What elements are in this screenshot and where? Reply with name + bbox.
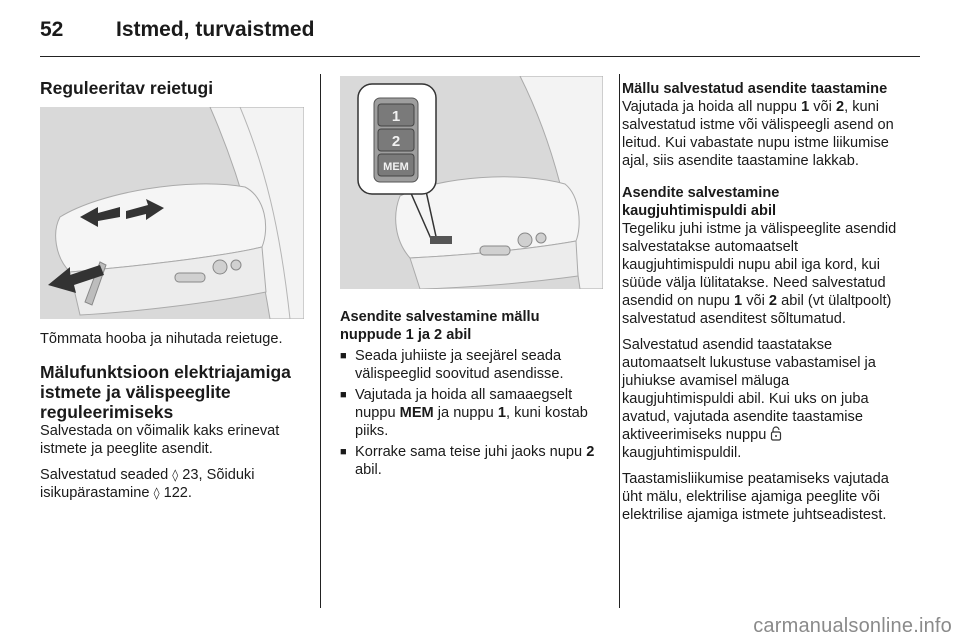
text-span: ja nuppu — [437, 405, 494, 421]
button-1-label: 1 — [391, 108, 401, 125]
list-item: ■ Seada juhiiste ja seejärel seada välispeeglid soovitud asendisse. — [340, 347, 605, 383]
text-span: Salvestatud asendid taastatakse automaatselt lukustuse vabastamisel ja juhiukse avamisel mäluga kaugjuhtimispuldi abil. Kui uks on juba avatud, vajutada asendite taastamise aktiveerimiseks nuppu — [622, 337, 876, 443]
list-item — [340, 386, 605, 440]
spacer — [40, 348, 304, 362]
text-span: Vajutada ja hoida all nuppu — [622, 99, 797, 115]
text-span: kaugjuhtimispuldil. — [622, 445, 742, 461]
page-ref-link[interactable]: 23, Sõiduki isikupärastamine — [40, 467, 255, 501]
memory-intro-text: Salvestada on võimalik kaks erinevat istmete ja peeglite asendit. — [40, 423, 280, 457]
column-divider-right — [619, 74, 620, 608]
column-divider-left — [320, 74, 321, 608]
stop-restore-text: Taastamisliikumise peatamiseks vajutada üht mälu, elektrilise ajamiga peeglite või elektrilise ajamiga istmete juhtseadistest. — [622, 471, 889, 523]
memory-buttons-illustration — [340, 76, 603, 289]
text-span: , kuni kostab piiks. — [355, 405, 588, 439]
save-to-memory-heading: Asendite salvestamine mällu nuppude 1 ja 2 abil — [340, 309, 540, 343]
button-2-label: 2 — [391, 133, 401, 150]
remote-save-heading: Asendite salvestamine kaugjuhtimispuldi abil — [622, 185, 780, 219]
text-span: Tegeliku juhi istme ja välispeeglite asendid salvestatakse automaatselt kaugjuhtimispuldi nupu abil iga kord, kui süüde välja lülitatakse. Need salvestatud asendid on nupu — [622, 221, 897, 309]
saved-settings-text — [40, 466, 304, 502]
text-span: abil (vt ülaltpoolt) salvestatud asenditest sõltumatud. — [622, 293, 892, 327]
page-ref-icon: ◊ — [153, 486, 160, 500]
header-rule — [40, 56, 920, 57]
page-title: Istmed, turvaistmed — [116, 18, 315, 41]
page-header — [40, 18, 920, 58]
mem-button-ref: MEM — [399, 405, 434, 421]
text-span: või — [813, 99, 832, 115]
thigh-support-heading: Reguleeritav reietugi — [40, 78, 214, 98]
button-2-ref: 2 — [768, 293, 778, 309]
list-item — [340, 443, 605, 479]
text-span: Korrake sama teise juhi jaoks nupu — [355, 444, 583, 460]
spacer — [622, 462, 904, 470]
memory-function-heading: Mälufunktsioon elektriajamiga istmete ja välispeeglite reguleerimiseks — [40, 362, 291, 422]
page-number: 52 — [40, 18, 64, 41]
page-ref-link[interactable]: 122. — [163, 485, 192, 501]
save-steps-list — [340, 347, 605, 479]
spacer — [40, 458, 304, 466]
restore-text — [622, 98, 904, 170]
column-3 — [622, 80, 904, 524]
watermark: carmanualsonline.info — [753, 615, 952, 637]
memory-buttons-drawing — [340, 76, 603, 289]
unlock-icon — [770, 426, 782, 441]
saved-settings-prefix: Salvestatud seaded — [40, 467, 169, 483]
thigh-support-caption: Tõmmata hooba ja nihutada reietuge. — [40, 331, 283, 347]
button-1-ref: 1 — [801, 99, 810, 115]
button-1-ref: 1 — [497, 405, 506, 421]
spacer — [622, 170, 904, 184]
button-2-ref: 2 — [586, 444, 595, 460]
text-span: , kuni salvestatud istme või välispeegli asend on leitud. Kui vabastate nupu istme liikumise ajal, siis asendite taastamine lakkab. — [622, 99, 894, 169]
column-2 — [340, 308, 605, 479]
button-mem-label: MEM — [383, 161, 409, 173]
auto-restore-text — [622, 336, 904, 462]
restore-heading: Mällu salvestatud asendite taastamine — [622, 81, 888, 97]
button-1-ref: 1 — [734, 293, 743, 309]
figure-spacer — [40, 98, 304, 330]
text-span: või — [746, 293, 765, 309]
page-ref-icon: ◊ — [172, 468, 179, 482]
button-2-ref: 2 — [835, 99, 845, 115]
spacer — [622, 328, 904, 336]
column-1 — [40, 78, 304, 502]
text-span: abil. — [355, 462, 382, 478]
text-span: Vajutada ja hoida all samaaegselt nuppu — [355, 387, 573, 421]
remote-save-text — [622, 220, 904, 328]
